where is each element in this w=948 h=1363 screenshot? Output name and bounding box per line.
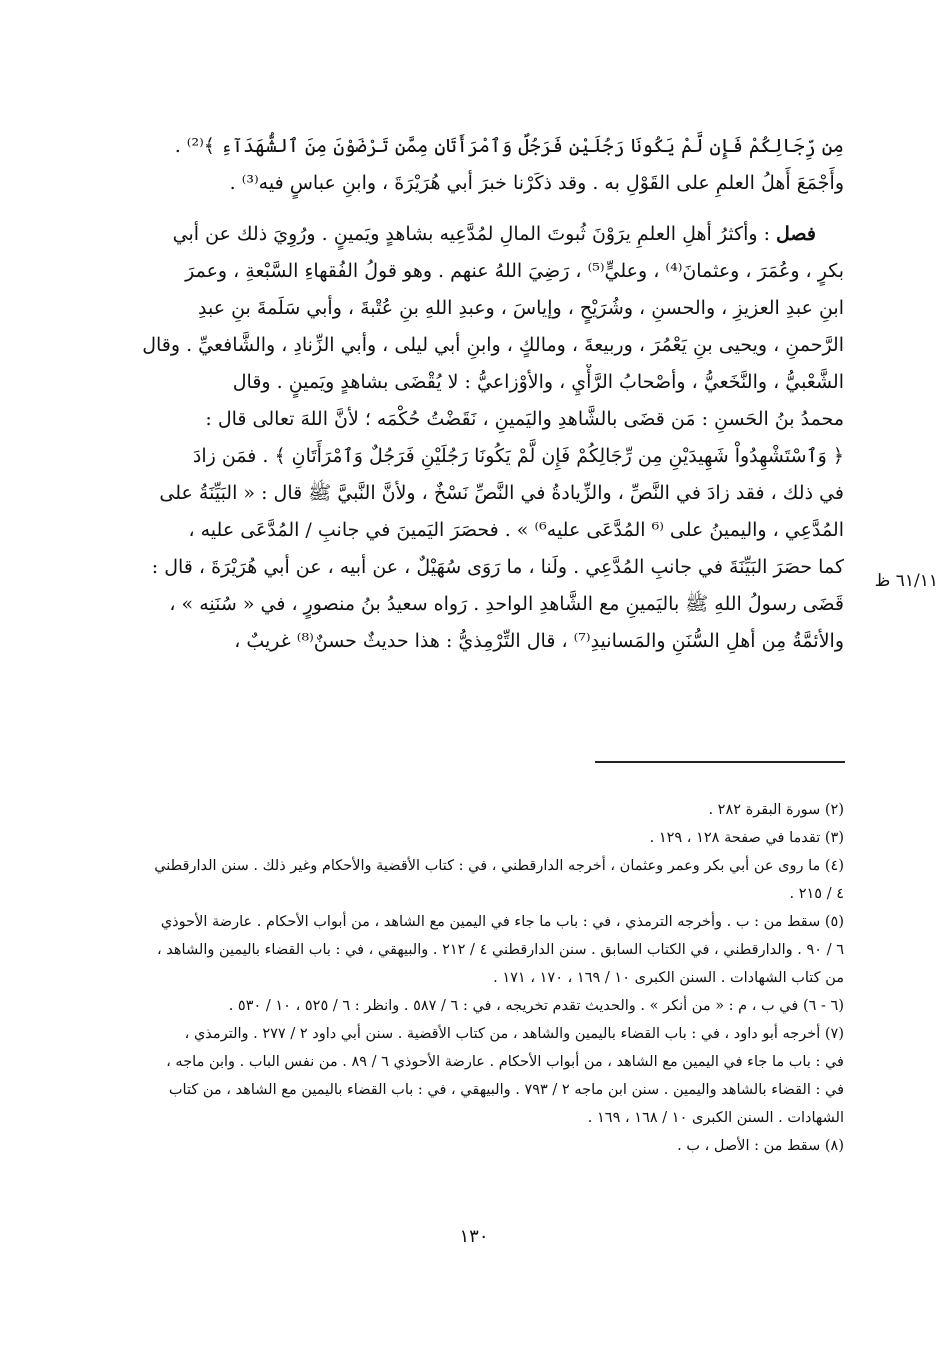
text-line: محمدُ بنُ الحَسنِ : مَن قضَى بالشَّاهدِ واليَمينِ ، نَقَضْتُ حُكْمَه ؛ لأنَّ اللهَ تعالى قال : — [205, 408, 844, 430]
footnote-continuation: الشهادات . السنن الكبرى ١٠ / ١٦٨ ، ١٦٩ . — [587, 1110, 844, 1126]
footnote: (٤) ما روى عن أبي بكر وعمر وعثمان ، أخرجه الدارقطني ، في : كتاب الأقضية والأحكام وغير ذلك . سنن الدارقطني — [154, 858, 844, 874]
section-label: فصل — [776, 223, 816, 245]
footnote: (٨) سقط من : الأصل ، ب . — [677, 1138, 844, 1154]
text-line: قَضَى رسولُ اللهِ ﷺ باليَمينِ مع الشَّاهدِ الواحدِ . رَواه سعيدُ بنُ منصورٍ ، في « سُنَنِه » ، — [169, 593, 844, 615]
text-line: وأَجْمَعَ أَهلُ العلمِ على القَوْلِ به . وقد ذكَرْنا خبرَ أبي هُرَيْرَةَ ، وابنِ عباسٍ فيه⁽³⁾ . — [229, 172, 844, 194]
footnote-continuation: ٦ / ٩٠ . والدارقطني ، في الكتاب السابق . سنن الدارقطني ٤ / ٢١٢ . والبيهقي ، في : باب القضاء باليمين والشاهد ، — [157, 942, 844, 958]
footnote: (٢) سورة البقرة ٢٨٢ . — [708, 802, 844, 818]
footnote: (٦ - ٦) في ب ، م : « من أنكر » . والحديث تقدم تخريجه ، في : ٦ / ٥٨٧ . وانظر : ٦ / ٥٢٥ ، ١٠ / ٥٣٠ . — [228, 998, 844, 1014]
text-line: في ذلك ، فقد زادَ في النَّصِّ ، والزِّيادةُ في النَّصِّ نَسْخٌ ، ولأنَّ النَّبيَّ ﷺ قال : « البَيِّنَةُ على — [159, 482, 844, 504]
footnote-continuation: من كتاب الشهادات . السنن الكبرى ١٠ / ١٦٩ ، ١٧٠ ، ١٧١ . — [493, 970, 844, 986]
text-line: الشَّعْبيُّ ، والنَّخَعيُّ ، وأصْحابُ الرَّأْيِ ، والأوْزاعيُّ : لا يُقْضَى بشاهدٍ ويَمينٍ . وقال — [232, 371, 844, 393]
text-line: الرَّحمنِ ، ويحيى بنِ يَعْمُرَ ، وربيعةَ ، ومالكٍ ، وابنِ أبي ليلى ، وأبي الزِّنادِ ، والشَّافعيِّ . وقال — [142, 334, 844, 356]
footnotes-section — [128, 796, 844, 1160]
text-line: بكرٍ ، وعُمَرَ ، وعثمانَ⁽⁴⁾ ، وعليٍّ⁽⁵⁾ ، رَضِيَ اللهُ عنهم . وهو قولُ الفُقهاءِ السَّبْعةِ ، وعمرَ — [185, 260, 844, 282]
text-line: والأئمَّةُ مِن أهلِ السُّنَنِ والمَسانيدِ⁽⁷⁾ ، قال التِّرْمِذيُّ : هذا حديثٌ حسنٌ⁽⁸⁾ غريبٌ ، — [234, 630, 844, 652]
footnote: (٧) أخرجه أبو داود ، في : باب القضاء باليمين والشاهد ، من كتاب الأقضية . سنن أبي داود ٢ / ٢٧٧ . والترمذي ، — [184, 1026, 844, 1042]
footnote-continuation: ٤ / ٢١٥ . — [789, 886, 844, 902]
main-text-body — [128, 128, 844, 660]
text-line-fasl: فصل : وأكثرُ أهلِ العلمِ يرَوْنَ ثُبوتَ المالِ لمُدَّعِيه بشاهدٍ ويَمينٍ . ورُوِيَ ذلك عن أبي — [172, 223, 816, 245]
footnote: (٣) تقدما في صفحة ١٢٨ ، ١٢٩ . — [649, 830, 844, 846]
footnote-continuation: في : القضاء بالشاهد واليمين . سنن ابن ماجه ٢ / ٧٩٣ . والبيهقي ، في : باب القضاء باليمين مع الشاهد ، من كتاب — [168, 1082, 844, 1098]
quran-quote-line: ﴿ وَٱسْتَشْهِدُواْ شَهِيدَيْنِ مِن رِّجَالِكُمْ فَإِن لَّمْ يَكُونَا رَجُلَيْنِ فَرَجُلٌ وَٱمْرَأَتَانِ ﴾ . فمَن زادَ — [192, 445, 844, 467]
text-line: المُدَّعِي ، واليمينُ على ⁽⁶ المُدَّعَى عليه⁶⁾ » . فحصَرَ اليَمينَ في جانبِ / المُدَّعَى عليه ، — [188, 519, 844, 541]
text-line: كما حصَرَ البَيِّنَةَ في جانبِ المُدَّعِي . ولَنا ، ما رَوَى سُهَيْلٌ ، عن أبيه ، عن أبي هُرَيْرَةَ ، قال : — [151, 556, 844, 578]
page-number: ١٣٠ — [459, 1226, 489, 1247]
footnote-continuation: في : باب ما جاء في اليمين مع الشاهد ، من أبواب الأحكام . عارضة الأحوذي ٦ / ٨٩ . من نفس الباب . وابن ماجه ، — [166, 1054, 844, 1070]
text-line: ابنِ عبدِ العزيزِ ، والحسنِ ، وشُرَيْحٍ ، وإياسَ ، وعبدِ اللهِ بنِ عُتْبةَ ، وأبي سَلَمةَ بنِ عبدِ — [198, 297, 844, 319]
text-line: مِن رِّجَالِكُمْ فَإِن لَّمْ يَكُونَا رَجُلَيْنِ فَرَجُلٌ وَٱمْرَأَتَانِ مِمَّن تَرْضَوْنَ مِنَ ٱلشُّهَدَآءِ ﴾⁽²⁾ . — [174, 135, 844, 157]
footnote-separator — [595, 761, 845, 763]
margin-folio-note: ٦١/١١ ظ — [874, 571, 938, 591]
footnote: (٥) سقط من : ب . وأخرجه الترمذي ، في : باب ما جاء في اليمين مع الشاهد ، من أبواب الأحكام . عارضة الأحوذي — [160, 914, 844, 930]
